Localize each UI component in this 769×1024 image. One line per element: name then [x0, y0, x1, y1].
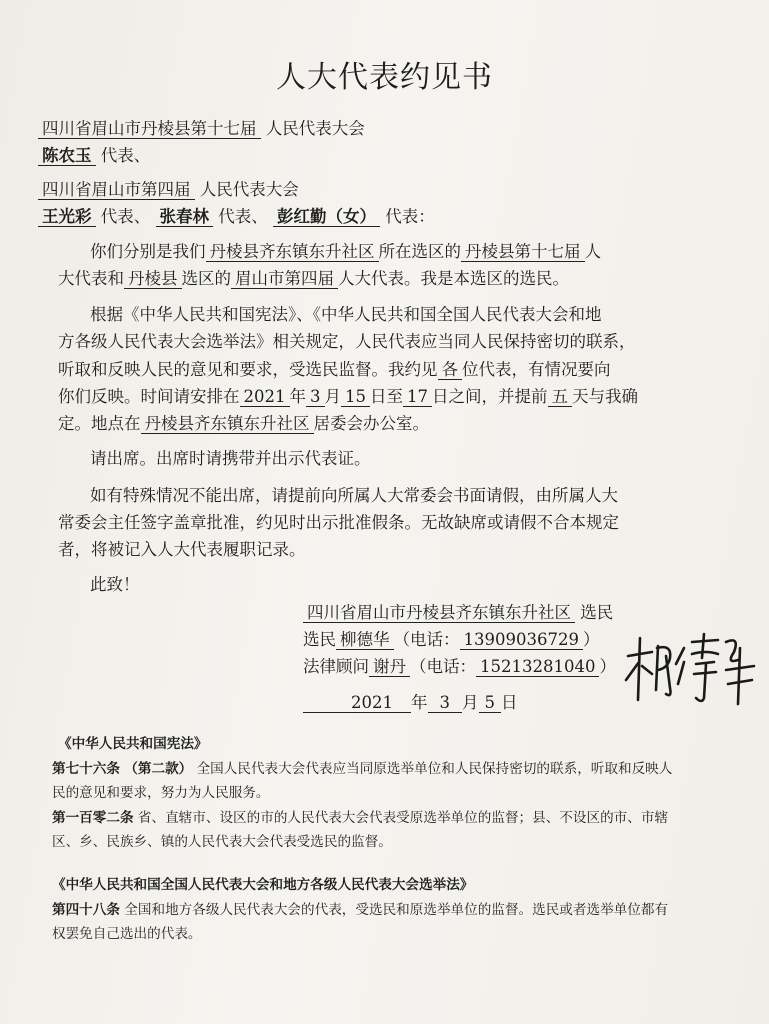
- text: 居委会办公室。: [313, 414, 429, 433]
- text: 年: [411, 693, 428, 712]
- meeting-year: 2021: [240, 388, 290, 407]
- sign-community: 四川省眉山市丹棱县齐东镇东升社区: [303, 604, 575, 623]
- text: 法律顾问: [303, 657, 369, 676]
- rep-suffix: 代表、: [100, 146, 151, 165]
- county-congress-ref: 丹棱县第十七届: [461, 243, 585, 262]
- text: 所在选区的: [378, 242, 461, 261]
- lawyer-phone: 15213281040: [476, 658, 599, 677]
- text: （电话：: [393, 630, 460, 649]
- voter-name: 柳德华: [336, 631, 394, 650]
- document-title: 人大代表约见书: [276, 60, 493, 95]
- art76-line1: [52, 763, 672, 777]
- handwritten-signature: [622, 628, 762, 708]
- text: 大代表和: [58, 269, 124, 288]
- meeting-location: 丹棱县齐东镇东升社区: [141, 415, 314, 434]
- county-ref: 丹棱县: [124, 270, 182, 289]
- sign-voter-line: [303, 631, 599, 650]
- para4-line1: 如有特殊情况不能出席，请提前向所属人大常委会书面请假，由所属人大: [90, 486, 618, 505]
- addressee-line-3: [38, 181, 299, 200]
- article-text: 全国人民代表大会代表应当同原选举单位和人民保持密切的联系，听取和反映人: [196, 761, 673, 777]
- text: 人大代表。我是本选区的选民。: [338, 269, 569, 288]
- text: 选民: [580, 603, 614, 622]
- congress-suffix: 人民代表大会: [199, 180, 299, 199]
- date-day: 5: [479, 694, 502, 713]
- community-name: 丹棱县齐东镇东升社区: [206, 243, 379, 262]
- para2-line3: [58, 361, 611, 380]
- meeting-month: 3: [306, 388, 325, 407]
- representative-name: 王光彩: [38, 208, 96, 227]
- text: ）: [599, 657, 616, 676]
- para2-line4: [58, 388, 638, 407]
- art76-line2: 民的意见和要求，努力为人民服务。: [52, 785, 270, 801]
- addressee-line-1: [38, 120, 365, 139]
- text: （电话：: [410, 657, 476, 676]
- text: 位代表，有情况要向: [462, 360, 611, 379]
- rep-count: 各: [438, 361, 463, 380]
- article-number: 第四十八条: [52, 902, 120, 918]
- text: 月: [462, 693, 479, 712]
- text: 听取和反映人民的意见和要求，受选民监督。我约见: [58, 360, 438, 379]
- article-number: 第七十六条: [52, 761, 120, 777]
- representative-name: 陈农玉: [38, 147, 96, 166]
- days-ahead: 五: [548, 388, 573, 407]
- art48-line1: [52, 904, 668, 918]
- article-number: 第一百零二条: [52, 810, 134, 826]
- art102-line1: [52, 812, 668, 826]
- article-text: 全国和地方各级人民代表大会的代表，受选民和原选举单位的监督。选民或者选举单位都有: [124, 902, 669, 918]
- date-year: 2021: [303, 694, 411, 713]
- text: 日: [501, 693, 518, 712]
- text: 年: [289, 387, 306, 406]
- para2-line2: 方各级人民代表大会选举法》相关规定，人民代表应当同人民保持密切的联系，: [58, 332, 636, 351]
- text: 你们反映。时间请安排在: [58, 387, 240, 406]
- art48-line2: 权罢免自己选出的代表。: [52, 926, 202, 942]
- meeting-day-from: 15: [341, 388, 370, 407]
- rep-suffix: 代表、: [100, 207, 151, 226]
- meeting-day-to: 17: [403, 388, 432, 407]
- text: 你们分别是我们: [90, 242, 206, 261]
- representative-name: 彭红勤（女）: [273, 208, 380, 227]
- article-clause: （第二款）: [124, 761, 193, 777]
- para4-line3: 者，将被记入人大代表履职记录。: [58, 540, 306, 559]
- para1-line2: [58, 270, 569, 289]
- text: 选区的: [181, 269, 231, 288]
- lawyer-name: 谢丹: [369, 658, 410, 677]
- sign-lawyer-line: [303, 658, 616, 677]
- closing: 此致！: [90, 575, 140, 594]
- addressee-line-2: [38, 147, 150, 166]
- text: 月: [324, 387, 341, 406]
- para4-line2: 常委会主任签字盖章批准，约见时出示批准假条。无故缺席或请假不合本规定: [58, 513, 619, 532]
- para2-line5: [58, 415, 429, 434]
- city-congress: 四川省眉山市第四届: [38, 181, 195, 200]
- rep-suffix: 代表：: [385, 207, 435, 226]
- para1-line1: [90, 243, 601, 262]
- representative-name: 张春林: [156, 208, 214, 227]
- addressee-line-4: [38, 208, 435, 227]
- text: 天与我确: [572, 387, 638, 406]
- sign-community-line: [303, 604, 613, 623]
- text: 定。地点在: [58, 414, 141, 433]
- rep-suffix: 代表、: [218, 207, 268, 226]
- text: 日至: [370, 387, 403, 406]
- text: 选民: [303, 630, 336, 649]
- election-law-title: 《中华人民共和国全国人民代表大会和地方各级人民代表大会选举法》: [52, 877, 474, 893]
- voter-phone: 13909036729: [460, 631, 583, 650]
- sign-date-line: [303, 694, 518, 713]
- city-congress-ref: 眉山市第四届: [231, 270, 338, 289]
- text: 人: [584, 242, 601, 261]
- county-congress: 四川省眉山市丹棱县第十七届: [38, 120, 261, 139]
- para2-line1: 根据《中华人民共和国宪法》、《中华人民共和国全国人民代表大会和地: [90, 305, 602, 324]
- text: 日之间，并提前: [432, 387, 548, 406]
- article-text: 省、直辖市、设区的市的人民代表大会代表受原选举单位的监督；县、不设区的市、市辖: [137, 810, 669, 826]
- text: ）: [582, 630, 600, 649]
- date-month: 3: [428, 694, 463, 713]
- congress-suffix: 人民代表大会: [265, 119, 365, 138]
- para3: 请出席。出席时请携带并出示代表证。: [90, 449, 371, 468]
- art102-line2: 区、乡、民族乡、镇的人民代表大会代表受选民的监督。: [52, 834, 392, 850]
- constitution-title: 《中华人民共和国宪法》: [58, 736, 208, 752]
